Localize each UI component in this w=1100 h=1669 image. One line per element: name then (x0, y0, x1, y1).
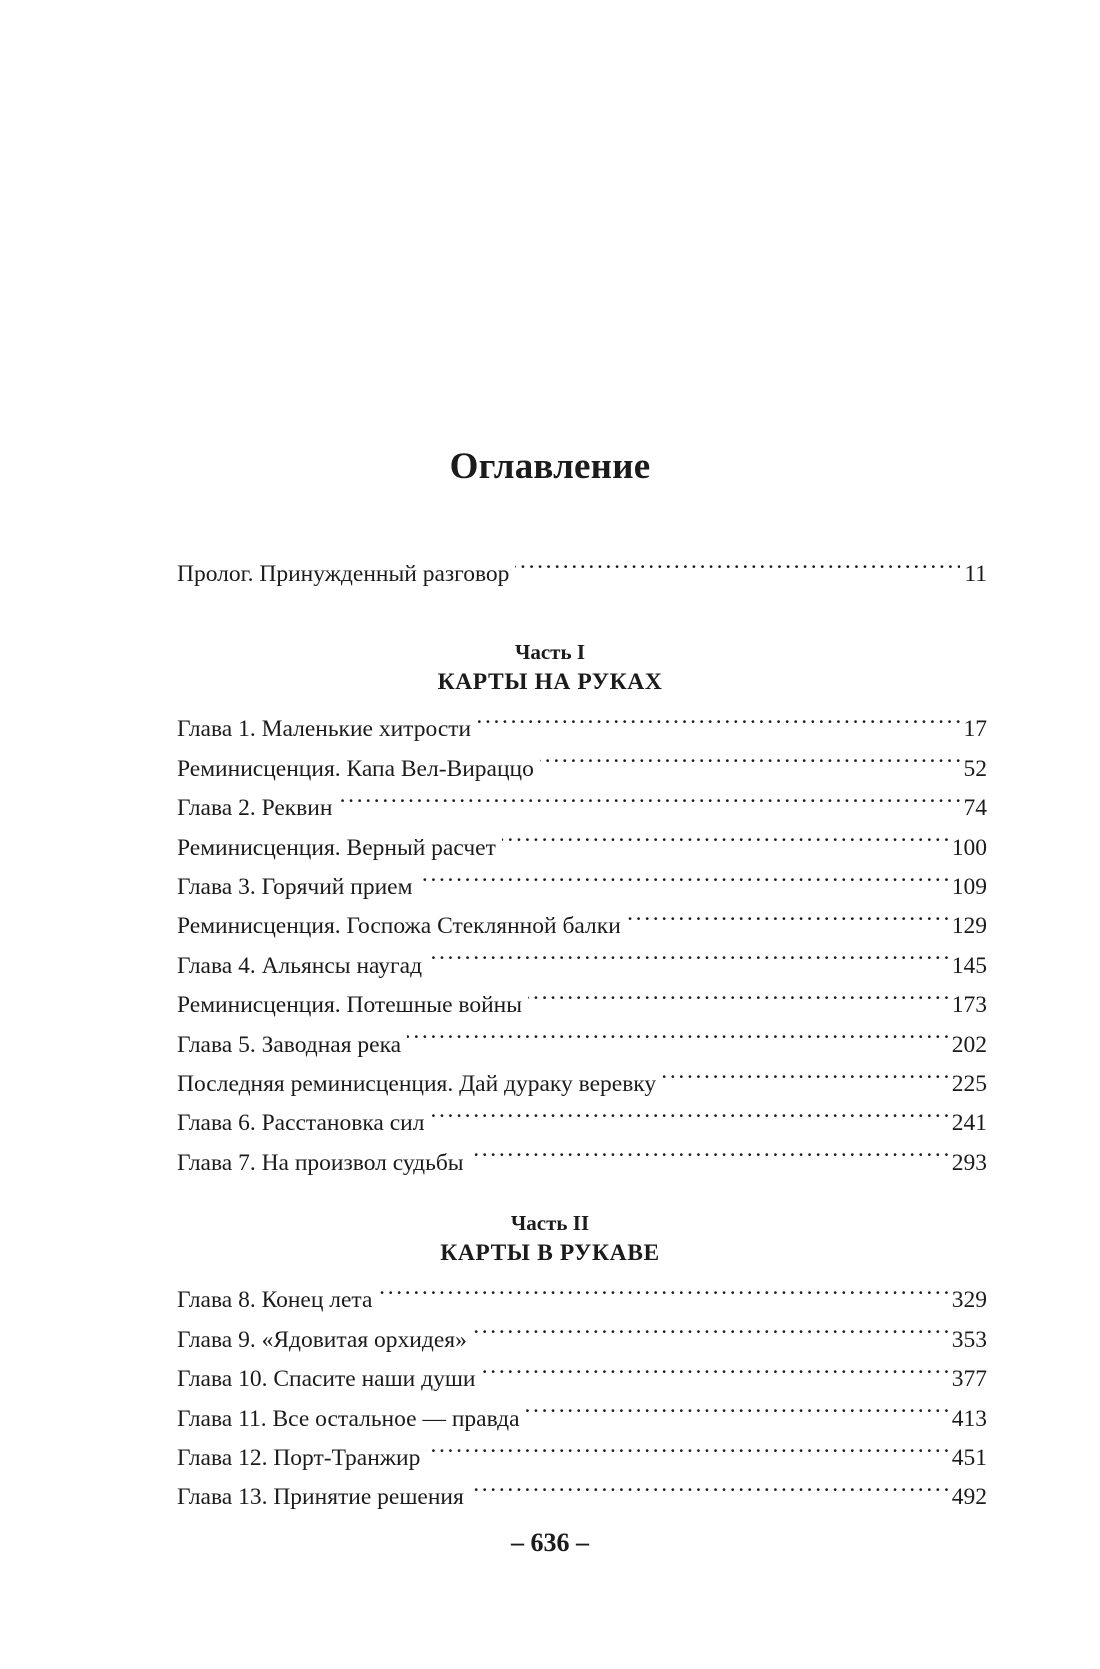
toc-entry-label: Глава 12. Порт-Транжир (177, 1444, 421, 1471)
toc-entry-label: Реминисценция. Потешные войны (177, 992, 523, 1019)
toc-entry-label: Реминисценция. Верный расчет (177, 834, 496, 861)
part-2-heading (0, 1210, 1100, 1270)
toc-prologue (177, 542, 987, 588)
toc-entry-page: 492 (951, 1484, 987, 1511)
toc-entry-page: 173 (951, 992, 987, 1019)
dot-leader (477, 697, 959, 736)
dot-leader (473, 1307, 948, 1346)
toc-entry-label: Последняя реминисценция. Дай дураку веревку (177, 1070, 657, 1097)
dot-leader (515, 542, 960, 581)
dot-leader (502, 815, 948, 854)
toc-entry-page: 202 (951, 1031, 987, 1058)
toc-entry-label: Пролог. Принужденный разговор (177, 561, 510, 588)
toc-entry-label: Глава 6. Расстановка сил (177, 1110, 425, 1137)
toc-entry-page: 225 (951, 1070, 987, 1097)
toc-entry-label: Глава 1. Маленькие хитрости (177, 716, 472, 743)
toc-entry-label: Глава 5. Заводная река (177, 1031, 402, 1058)
toc-entry-page: 129 (951, 913, 987, 940)
toc-entry-label: Глава 9. «Ядовитая орхидея» (177, 1326, 467, 1353)
dot-leader (482, 1347, 948, 1386)
dot-leader (470, 1465, 948, 1504)
page-number: – 636 – (511, 1528, 589, 1557)
toc-entry-label: Глава 7. На произвол судьбы (177, 1149, 464, 1176)
dot-leader (430, 1091, 947, 1130)
toc-entry-page: 145 (951, 952, 987, 979)
toc-entry-label: Глава 3. Горячий прием (177, 873, 413, 900)
toc-entry-label: Реминисценция. Госпожа Стеклянной балки (177, 913, 621, 940)
toc-entry-page: 11 (964, 561, 987, 588)
dot-leader (418, 855, 947, 894)
toc-entry-page: 100 (951, 834, 987, 861)
toc-entry (177, 697, 987, 743)
toc-entry-page: 293 (951, 1149, 987, 1176)
dot-leader (407, 1012, 948, 1051)
dot-leader (470, 1130, 948, 1169)
toc-entry-page: 329 (951, 1287, 987, 1314)
toc-entry (177, 542, 987, 588)
dot-leader (627, 894, 948, 933)
toc-part-1 (177, 697, 987, 1176)
dot-leader (426, 1426, 947, 1465)
part-number: Часть I (514, 640, 586, 664)
toc-entry-label: Глава 2. Реквин (177, 795, 333, 822)
toc-entry-page: 52 (963, 755, 987, 782)
dot-leader (662, 1052, 948, 1091)
toc-entry-label: Глава 8. Конец лета (177, 1287, 373, 1314)
toc-entry-page: 109 (951, 873, 987, 900)
dot-leader (540, 736, 960, 775)
toc-entry-page: 241 (951, 1110, 987, 1137)
toc-part-2 (177, 1268, 987, 1511)
toc-entry (177, 1268, 987, 1314)
dot-leader (378, 1268, 947, 1307)
toc-entry-label: Глава 13. Принятие решения (177, 1484, 464, 1511)
dot-leader (428, 933, 948, 972)
dot-leader (526, 1386, 948, 1425)
dot-leader (338, 776, 959, 815)
toc-entry-label: Реминисценция. Капа Вел-Вираццо (177, 755, 534, 782)
toc-entry-label: Глава 4. Альянсы наугад (177, 952, 423, 979)
part-number: Часть II (510, 1211, 590, 1235)
toc-entry-label: Глава 11. Все остальное — правда (177, 1405, 520, 1432)
toc-entry-page: 74 (963, 795, 987, 822)
toc-entry-page: 451 (951, 1444, 987, 1471)
part-1-heading (0, 639, 1100, 699)
page-title: Оглавление (449, 446, 651, 487)
toc-entry-label: Глава 10. Спасите наши души (177, 1366, 476, 1393)
part-title: КАРТЫ НА РУКАХ (437, 669, 663, 695)
toc-entry-page: 353 (951, 1326, 987, 1353)
toc-entry-page: 377 (951, 1366, 987, 1393)
part-title: КАРТЫ В РУКАВЕ (440, 1240, 660, 1266)
toc-entry-page: 413 (951, 1405, 987, 1432)
toc-entry-page: 17 (963, 716, 987, 743)
dot-leader (528, 973, 948, 1012)
